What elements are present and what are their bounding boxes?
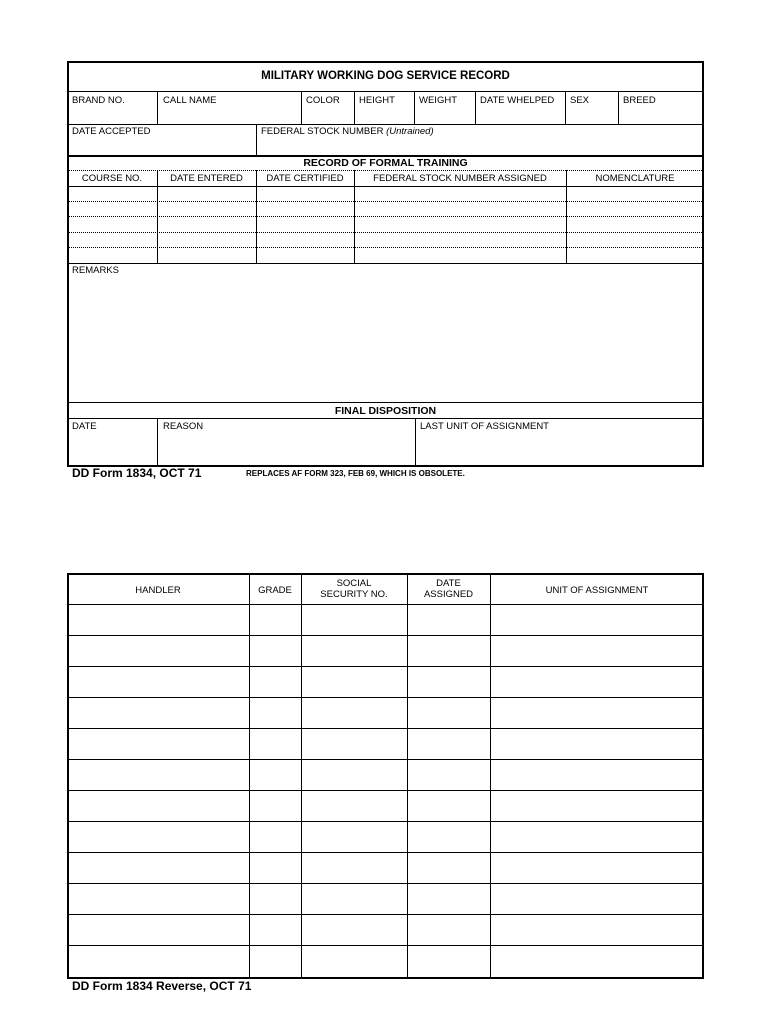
date-assigned-header [407,578,490,600]
divider [301,91,302,124]
table-row[interactable] [67,201,704,202]
ssn-header-line1: SOCIAL [336,578,372,589]
fsn-assigned-header: FEDERAL STOCK NUMBER ASSIGNED [373,173,547,184]
date-accepted-field[interactable]: DATE ACCEPTED [72,126,151,137]
nomenclature-header: NOMENCLATURE [595,173,675,184]
table-row[interactable] [67,247,704,248]
section-divider [67,402,704,403]
disposition-reason-field[interactable]: REASON [163,421,204,432]
divider [490,573,491,979]
last-unit-field[interactable]: LAST UNIT OF ASSIGNMENT [420,421,549,432]
divider [157,91,158,124]
divider [301,573,302,979]
divider [157,170,158,264]
date-whelped-field[interactable]: DATE WHELPED [480,95,555,106]
fsn-note: (Untrained) [386,126,434,137]
divider [67,170,704,171]
table-row[interactable] [67,604,704,605]
divider [566,170,567,264]
table-row[interactable] [67,697,704,698]
divider [67,91,704,92]
ssn-header-line2: SECURITY NO. [320,589,388,600]
unit-header: UNIT OF ASSIGNMENT [545,585,649,596]
divider [157,418,158,466]
table-row[interactable] [67,852,704,853]
form-title: MILITARY WORKING DOG SERVICE RECORD [261,70,510,82]
form-id: DD Form 1834, OCT 71 [72,466,202,480]
divider [414,91,415,124]
divider [256,170,257,264]
training-section-title: RECORD OF FORMAL TRAINING [303,157,468,169]
table-row[interactable] [67,914,704,915]
divider [67,124,704,125]
divider [256,124,257,155]
date-assigned-line2: ASSIGNED [423,589,474,600]
course-no-header: COURSE NO. [81,173,143,184]
divider [249,573,250,979]
replaces-note: REPLACES AF FORM 323, FEB 69, WHICH IS OBSOLETE. [246,469,465,478]
divider [565,91,566,124]
table-row[interactable] [67,821,704,822]
table-row[interactable] [67,232,704,233]
handler-header: HANDLER [135,585,181,596]
height-field[interactable]: HEIGHT [359,95,395,106]
table-row[interactable] [67,790,704,791]
reverse-form-frame [67,573,704,979]
color-field[interactable]: COLOR [306,95,340,106]
sex-field[interactable]: SEX [570,95,590,106]
date-certified-header: DATE CERTIFIED [266,173,344,184]
divider [475,91,476,124]
table-row[interactable] [67,216,704,217]
divider [354,91,355,124]
table-row[interactable] [67,759,704,760]
divider [354,170,355,264]
date-entered-header: DATE ENTERED [170,173,243,184]
divider [407,573,408,979]
ssn-header [301,578,407,600]
weight-field[interactable]: WEIGHT [419,95,457,106]
table-row[interactable] [67,728,704,729]
brand-no-field[interactable]: BRAND NO. [72,95,125,106]
table-row[interactable] [67,186,704,187]
table-row[interactable] [67,635,704,636]
table-row[interactable] [67,945,704,946]
federal-stock-number-field[interactable] [261,126,434,137]
section-divider [67,263,704,264]
divider [618,91,619,124]
disposition-section-title: FINAL DISPOSITION [334,405,437,417]
divider [415,418,416,466]
disposition-date-field[interactable]: DATE [72,421,97,432]
breed-field[interactable]: BREED [623,95,656,106]
grade-header: GRADE [258,585,292,596]
table-row[interactable] [67,883,704,884]
remarks-field[interactable]: REMARKS [72,265,119,276]
call-name-field[interactable]: CALL NAME [163,95,217,106]
table-row[interactable] [67,666,704,667]
reverse-form-id: DD Form 1834 Reverse, OCT 71 [72,979,252,993]
date-assigned-line1: DATE [436,578,461,589]
divider [67,418,704,419]
fsn-label: FEDERAL STOCK NUMBER [261,126,384,137]
